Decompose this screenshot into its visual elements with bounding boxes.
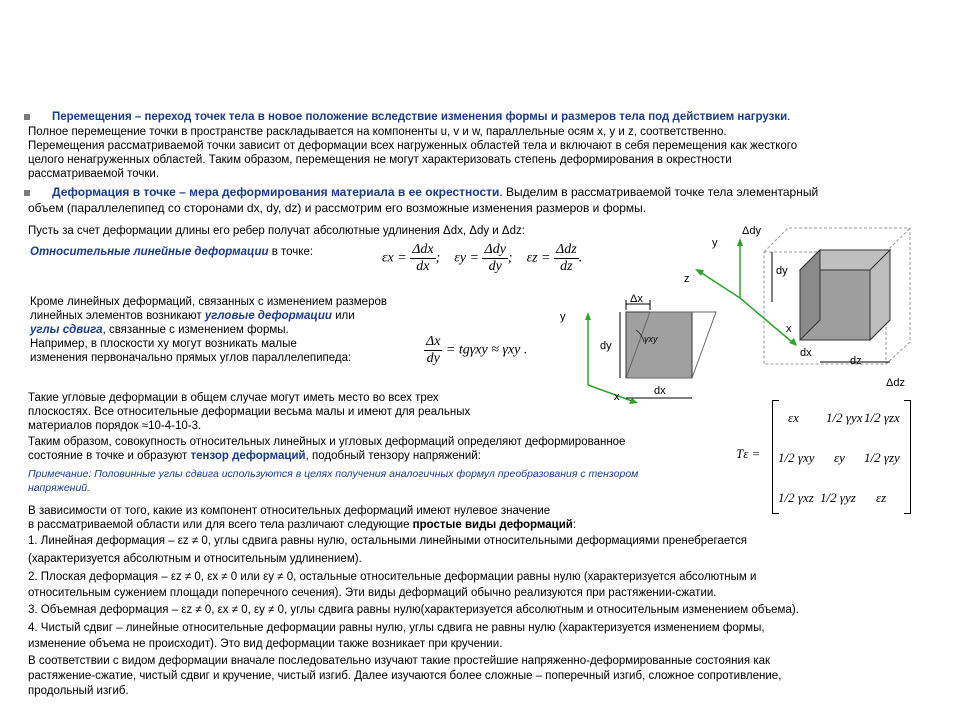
cube-ddy-label: Δdy: [742, 225, 761, 237]
strain-tensor: Tε = εx 1/2 γyx 1/2 γzx 1/2 γxy εy 1/2 γzy 1/2 γxz 1/2 γyz εz: [736, 398, 916, 518]
angular-line5: изменения первоначально прямых углов параллелепипеда:: [30, 352, 352, 364]
x-axis: [588, 385, 632, 401]
angular-line4: Например, в плоскости xy могут возникать малые: [30, 338, 297, 350]
cube-z-label: z: [684, 273, 690, 285]
delta-x-label: Δx: [630, 293, 643, 305]
dy-label: dy: [600, 340, 612, 352]
cube-figure: [680, 222, 930, 392]
bullet-icon: [24, 114, 30, 120]
dx-label: dx: [654, 385, 666, 397]
cube-x-label: x: [786, 323, 792, 335]
x-axis-label: x: [614, 391, 620, 403]
type2-line1: 2. Плоская деформация – εz ≠ 0, εx ≠ 0 или εy ≠ 0, остальные относительные деформации равны нулю (характеризуется абсолютным и: [28, 571, 757, 583]
para3-line2: плоскостях. Все относительные деформации весьма малы и имеют для реальных: [28, 406, 471, 418]
linear-deformations-label: Относительные линейные деформации в точке:: [30, 246, 314, 258]
para-displacement-line5: рассматриваемой точки.: [28, 168, 160, 180]
conclusion-line2: растяжение-сжатие, чистый сдвиг и кручение, чистый изгиб. Далее изучаются более сложные – поперечный изгиб, сложное сопротивление,: [28, 670, 782, 682]
type1-line2: (характеризуется абсолютным и относительным удлинением).: [28, 553, 362, 565]
para-displacement-line4: целого ненагруженных областей. Таким образом, перемещения не могут характеризовать степень деформирования в окрестности: [28, 154, 732, 166]
cube-dx-label: dx: [800, 347, 812, 359]
type4-line1: 4. Чистый сдвиг – линейные относительные деформации равны нулю, углы сдвига не равны нулю (характеризуется изменением формы,: [28, 622, 765, 634]
para-displacement-line2: Полное перемещение точки в пространстве раскладывается на компоненты u, v и w, параллельные осям x, y и z, соответственно.: [28, 126, 727, 138]
cube-ddz-label: Δdz: [886, 377, 905, 389]
gamma-label: γxy: [644, 334, 658, 344]
type1-line1: 1. Линейная деформация – εz ≠ 0, углы сдвига равны нулю, остальными линейными относительными деформациями пренебрегается: [28, 535, 748, 547]
cube-dz-label: dz: [850, 355, 862, 367]
term-displacement: Перемещения: [52, 111, 132, 123]
shear-equation: $\frac{\Delta x}{dy}$ = tgγxy ≈ γxy .: [426, 334, 528, 366]
para-deformation-line2: объем (параллелепипед со сторонами dx, dy, dz) и рассмотрим его возможные изменения размеров и формы.: [28, 201, 647, 215]
para3-line5: состояние в точке и образуют тензор деформаций, подобный тензору напряжений:: [28, 450, 481, 462]
cube-y-label: y: [712, 237, 718, 249]
para3-line1: Такие угловые деформации в общем случае могут иметь место во всех трех: [28, 392, 439, 404]
angular-line2: линейных элементов возникают угловые деформации или: [30, 310, 355, 322]
conclusion-line3: продольный изгиб.: [28, 685, 129, 697]
para-displacement-line3: Перемещения рассматриваемой точки зависит от деформации всех нагруженных областей тела и включают в себя перемещения как жесткого: [28, 140, 798, 152]
note-line2: напряжений.: [28, 482, 91, 494]
note-line1: Примечание: Половинные углы сдвига используются в целях получения аналогичных формул преобразования с тензором: [28, 468, 639, 480]
types-intro2: в рассматриваемой области или для всего тела различают следующие простые виды деформаций:: [28, 519, 577, 531]
type4-line2: изменение объема не происходит). Это вид деформации также возникает при кручении.: [28, 638, 503, 650]
conclusion-line1: В соответствии с видом деформации вначале последовательно изучают такие простейшие напряженно-деформированные состояния как: [28, 655, 771, 667]
para3-line3: материалов порядок ≈10-4-10-3.: [28, 420, 202, 432]
angular-line1: Кроме линейных деформаций, связанных с изменением размеров: [30, 296, 387, 308]
para-deformation-def: Деформация в точке – мера деформирования материала в ее окрестности. Выделим в рассматриваемой точке тела элементарный: [24, 186, 818, 199]
elongation-text: Пусть за счет деформации длины его ребер получат абсолютные удлинения Δdx, Δdy и Δdz:: [28, 225, 525, 237]
para3-line4: Таким образом, совокупность относительных линейных и угловых деформаций определяют деформированное: [28, 436, 626, 448]
linear-strain-equation: εx = $\frac{\text{Δdx}}{dx}$ ; εy = $\frac{\text{Δdy}}{dy}$ ; εz = $\frac{\text{Δdz}}{dz}$ .: [382, 242, 583, 274]
angular-line3: углы сдвига, связанные с изменением формы.: [30, 324, 289, 336]
y-axis-label: y: [560, 311, 566, 323]
type2-line2: относительным сужением площади поперечного сечения). Эти виды деформаций обычно реализуются при растяжении-сжатии.: [28, 587, 717, 599]
types-intro1: В зависимости от того, какие из компонент относительных деформаций имеют нулевое значение: [28, 505, 551, 517]
type3-line1: 3. Объемная деформация – εz ≠ 0, εx ≠ 0, εy ≠ 0, углы сдвига равны нулю(характеризуется абсолютным и относительным изменением объема).: [28, 604, 799, 616]
para-displacement-def: Перемещения – переход точек тела в новое положение вследствие изменения формы и размеров тела под действием нагрузки.: [24, 111, 790, 124]
bullet-icon: [24, 190, 30, 196]
cube-dy-label: dy: [776, 265, 788, 277]
